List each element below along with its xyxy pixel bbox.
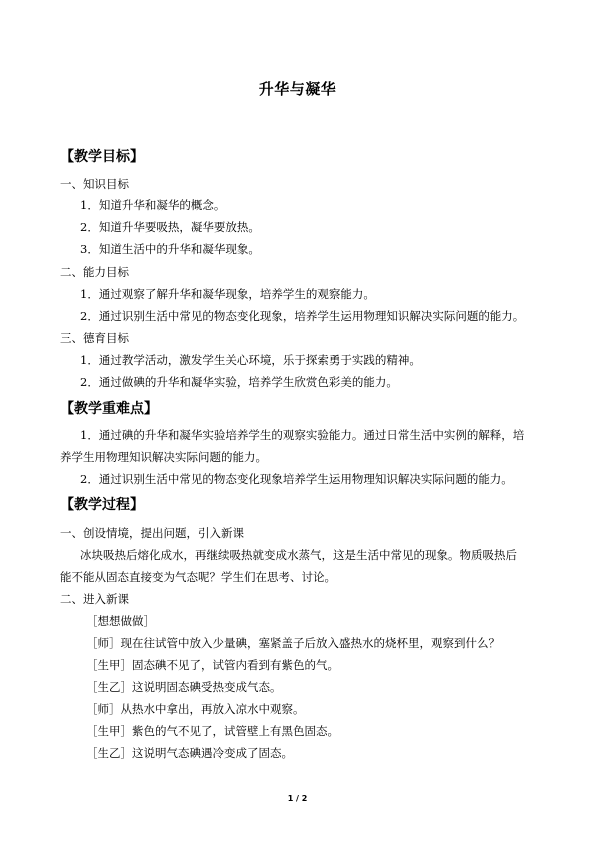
section-heading-process: 【教学过程】 xyxy=(60,497,144,513)
page-title: 升华与凝华 xyxy=(258,80,337,98)
dialog-line-5: ［生甲］紫色的气不见了，试管壁上有黑色固态。 xyxy=(86,724,339,738)
key-point-1-line-1: 1．通过碘的升华和凝华实验培养学生的观察实验能力。通过日常生活中实例的解释，培 xyxy=(80,428,525,442)
goal-moral-item-2: 2．通过做碘的升华和凝华实验，培养学生欣赏色彩美的能力。 xyxy=(80,375,398,389)
goal-moral-item-1: 1．通过教学活动，激发学生关心环境，乐于探索勇于实践的精神。 xyxy=(80,353,421,367)
dialog-line-4: ［师］从热水中拿出，再放入凉水中观察。 xyxy=(86,702,305,716)
dialog-line-6: ［生乙］这说明气态碘遇冷变成了固态。 xyxy=(86,746,293,760)
section-heading-key-points: 【教学重难点】 xyxy=(60,401,158,417)
goal-knowledge-label: 一、知识目标 xyxy=(60,177,129,191)
process-step-1-label: 一、创设情境，提出问题，引入新课 xyxy=(60,526,244,540)
goal-moral-label: 三、德育目标 xyxy=(60,331,129,345)
process-step-2-sub: ［想想做做］ xyxy=(86,614,155,628)
goal-ability-item-1: 1．通过观察了解升华和凝华现象，培养学生的观察能力。 xyxy=(80,287,375,301)
key-point-2: 2．通过识别生活中常见的物态变化现象培养学生运用物理知识解决实际问题的能力。 xyxy=(80,472,513,486)
key-point-1-line-2: 养学生用物理知识解决实际问题的能力。 xyxy=(60,450,267,464)
goal-ability-item-2: 2．通过识别生活中常见的物态变化现象，培养学生运用物理知识解决实际问题的能力。 xyxy=(80,309,525,323)
process-step-1-line-2: 能不能从固态直接变为气态呢？学生们在思考、讨论。 xyxy=(60,570,336,584)
goal-ability-label: 二、能力目标 xyxy=(60,265,129,279)
process-step-1-line-1: 冰块吸热后熔化成水，再继续吸热就变成水蒸气，这是生活中常见的现象。物质吸热后 xyxy=(80,548,517,562)
goal-knowledge-item-1: 1．知道升华和凝华的概念。 xyxy=(80,198,226,212)
dialog-line-2: ［生甲］固态碘不见了，试管内看到有紫色的气。 xyxy=(86,658,339,672)
section-heading-goals: 【教学目标】 xyxy=(60,149,144,165)
page-number: 1 / 2 xyxy=(287,794,308,803)
dialog-line-3: ［生乙］这说明固态碘受热变成气态。 xyxy=(86,680,282,694)
process-step-2-label: 二、进入新课 xyxy=(60,592,129,606)
dialog-line-1: ［师］现在往试管中放入少量碘，塞紧盖子后放入盛热水的烧杯里，观察到什么？ xyxy=(86,636,500,650)
goal-knowledge-item-3: 3．知道生活中的升华和凝华现象。 xyxy=(80,242,260,256)
goal-knowledge-item-2: 2．知道升华要吸热，凝华要放热。 xyxy=(80,220,260,234)
